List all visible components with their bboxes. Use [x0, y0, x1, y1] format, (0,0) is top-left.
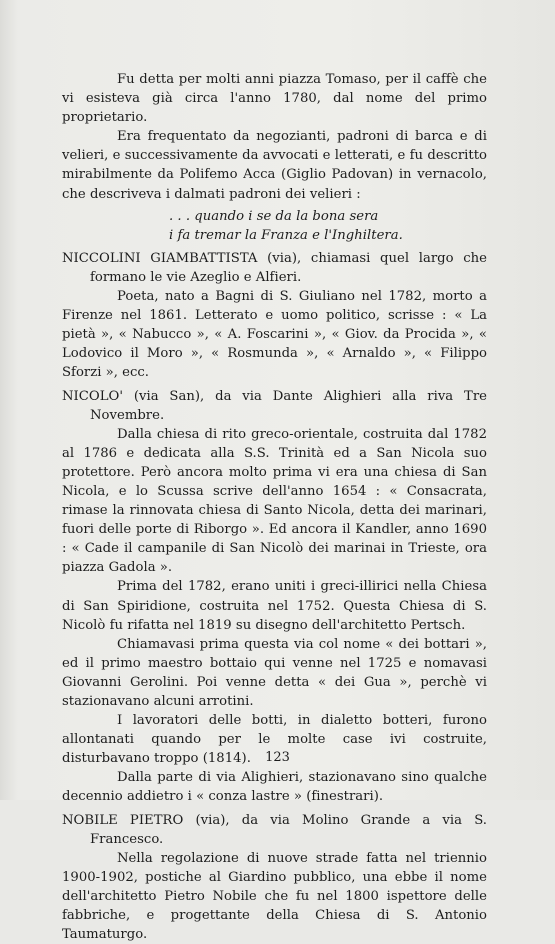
paragraph-nicolo-5: Dalla parte di via Alighieri, stazionavano sino qualche decennio addietro i « conza lastre » (finestrari).	[62, 770, 487, 805]
paragraph-nicolo-1: Dalla chiesa di rito greco-orientale, costruita dal 1782 al 1786 e dedicata alla S.S. Trinità ed a San Nicola suo protettore. Però ancora molto prima vi era una chiesa di San Nicola, e lo Scussa scrive dell'anno 1654 : « Consacrata, rimase la rinnovata chiesa di Santo Nicola, detta dei marinari, fuori delle porte di Riborgo ». Ed ancora il Kandler, anno 1690 : « Cade il campanile di San Nicolò dei marinai in Trieste, ora piazza Gadola ».	[62, 426, 487, 576]
entry-nicolo: NICOLO' (via San), da via Dante Alighieri alla riva Tre Novembre.	[62, 388, 487, 423]
entry-nobile: NOBILE PIETRO (via), da via Molino Grande a via S. Francesco.	[62, 812, 487, 847]
page-body	[62, 70, 487, 944]
paragraph-niccolini: Poeta, nato a Bagni di S. Giuliano nel 1782, morto a Firenze nel 1861. Letterato e uomo politico, scrisse : « La pietà », « Nabucco », « A. Foscarini », « Giov. da Procida », « Lodovico il Moro », « Rosmunda », « Arnaldo », « Filippo Sforzi », ecc.	[62, 289, 487, 381]
verse-line-2: i fa tremar la Franza e l'Inghiltera.	[169, 227, 403, 243]
page-number: 123	[265, 750, 290, 765]
paragraph-nobile: Nella regolazione di nuove strade fatta nel triennio 1900-1902, postiche al Giardino pubblico, una ebbe il nome dell'architetto Pietro Nobile che fu nel 1800 ispettore delle fabbriche, e progettante della Chiesa di S. Antonio Taumaturgo.	[62, 850, 487, 943]
paragraph-1: Fu detta per molti anni piazza Tomaso, per il caffè che vi esisteva già circa l'anno 1780, dal nome del primo proprietario.	[62, 72, 487, 126]
entry-niccolini: NICCOLINI GIAMBATTISTA (via), chiamasi quel largo che formano le vie Azeglio e Alfieri.	[62, 250, 487, 285]
verse-line-1: . . . quando i se da la bona sera	[169, 208, 379, 224]
paragraph-nicolo-2: Prima del 1782, erano uniti i greci-illirici nella Chiesa di San Spiridione, costruita nel 1752. Questa Chiesa di S. Nicolò fu rifatta nel 1819 su disegno dell'architetto Pertsch.	[62, 579, 487, 633]
paragraph-nicolo-4: I lavoratori delle botti, in dialetto botteri, furono allontanati quando per le molte case ivi costruite, disturbavano troppo (1814).	[62, 713, 487, 767]
paragraph-nicolo-3: Chiamavasi prima questa via col nome « dei bottari », ed il primo maestro bottaio qui venne nel 1725 e nomavasi Giovanni Gerolini. Poi venne detta « dei Gua », perchè vi stazionavano alcuni arrotini.	[62, 636, 487, 709]
paragraph-2: Era frequentato da negozianti, padroni di barca e di velieri, e successivamente da avvocati e letterati, e fu descritto mirabilmente da Polifemo Acca (Giglio Padovan) in vernacolo, che descriveva i dalmati padroni dei velieri :	[62, 129, 487, 202]
